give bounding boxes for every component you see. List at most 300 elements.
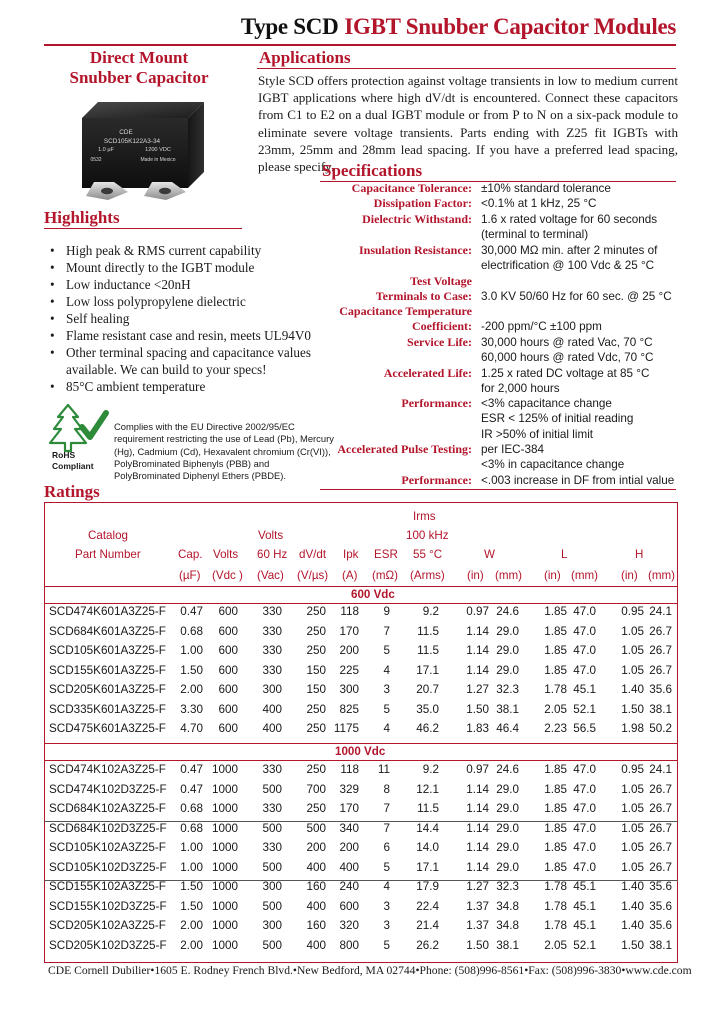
rating-cell: 1.37 bbox=[466, 919, 489, 932]
rating-cell: 21.4 bbox=[416, 919, 439, 932]
rating-cell: 500 bbox=[262, 860, 282, 874]
spec-value: 60,000 hours @ rated Vdc, 70 °C bbox=[481, 351, 654, 364]
spec-dielectric-withstand-cont bbox=[0, 227, 720, 242]
rating-cell: 170 bbox=[339, 802, 359, 815]
applications-rule bbox=[257, 68, 676, 69]
rating-cell: 47.0 bbox=[573, 841, 596, 854]
spec-label: Service Life: bbox=[407, 335, 472, 349]
rating-cell: 330 bbox=[262, 605, 282, 618]
rating-cell: 4 bbox=[383, 663, 390, 677]
rating-cell: 17.1 bbox=[416, 663, 439, 677]
spec-label: Performance: bbox=[401, 473, 472, 487]
rating-cell: 300 bbox=[339, 683, 359, 696]
rating-cell: 1.50 bbox=[180, 880, 203, 893]
rating-cell: 5 bbox=[383, 702, 390, 716]
rating-cell: 800 bbox=[339, 938, 359, 952]
rating-cell: 150 bbox=[306, 683, 326, 696]
rating-cell: 52.1 bbox=[573, 938, 596, 952]
spec-value: electrification @ 100 Vdc & 25 °C bbox=[481, 259, 655, 272]
highlight-item: • Self healing bbox=[48, 310, 328, 327]
header-rule bbox=[44, 44, 676, 46]
rating-cell: 45.1 bbox=[573, 683, 596, 696]
unit-h-in: (in) bbox=[621, 569, 638, 582]
spec-cap-temperature bbox=[0, 304, 720, 319]
rating-cell: 1.27 bbox=[466, 880, 489, 893]
highlight-item: • Low inductance <20nH bbox=[48, 276, 328, 293]
unit-h-mm: (mm) bbox=[648, 569, 676, 582]
rating-cell: 3 bbox=[383, 683, 390, 696]
spec-label: Accelerated Pulse Testing: bbox=[337, 442, 472, 456]
spec-label: Accelerated Life: bbox=[383, 366, 472, 380]
spec-test-voltage bbox=[0, 274, 720, 289]
rating-cell: 1.83 bbox=[466, 722, 489, 735]
part-number-cell: SCD205K102D3Z25-F bbox=[49, 938, 167, 952]
rating-cell: 26.7 bbox=[649, 841, 672, 854]
rating-cell: 1.05 bbox=[621, 663, 644, 677]
rating-cell: 1.05 bbox=[621, 841, 644, 854]
rating-cell: 400 bbox=[306, 860, 326, 874]
rating-cell: 0.95 bbox=[621, 763, 644, 776]
spec-value: <3% capacitance change bbox=[481, 397, 612, 410]
product-title-line2: Snubber Capacitor bbox=[69, 68, 209, 87]
rating-cell: 47.0 bbox=[573, 860, 596, 874]
cap-label-brand: CDE bbox=[119, 129, 133, 136]
spec-value: per IEC-384 bbox=[481, 443, 545, 456]
unit-w-mm: (mm) bbox=[495, 569, 523, 582]
part-number-cell: SCD335K601A3Z25-F bbox=[49, 702, 166, 716]
applications-title: Applications bbox=[259, 48, 351, 67]
rating-cell: 330 bbox=[262, 663, 282, 677]
rating-cell: 1.50 bbox=[621, 938, 644, 952]
rating-cell: 1.85 bbox=[544, 605, 567, 618]
highlight-item: • Other terminal spacing and capacitance values available. We can build to your specs! bbox=[48, 344, 328, 378]
header-60hz: 60 Hz bbox=[257, 548, 288, 561]
rating-cell: 600 bbox=[218, 722, 238, 735]
spec-service-life-cont bbox=[0, 350, 720, 365]
table-rule bbox=[44, 743, 678, 744]
rating-cell: 26.7 bbox=[649, 624, 672, 638]
unit-mohm: (mΩ) bbox=[372, 569, 399, 582]
spec-value: for 2,000 hours bbox=[481, 382, 560, 395]
rating-cell: 1.85 bbox=[544, 644, 567, 657]
rating-cell: 32.3 bbox=[496, 683, 519, 696]
rating-cell: 1.00 bbox=[180, 841, 203, 854]
spec-value: 30,000 MΩ min. after 2 minutes of bbox=[481, 244, 658, 257]
rating-cell: 4 bbox=[383, 722, 390, 735]
header-55c: 55 °C bbox=[413, 548, 443, 561]
specifications-bottom-rule bbox=[320, 489, 676, 490]
rating-cell: 47.0 bbox=[573, 605, 596, 618]
rating-cell: 5 bbox=[383, 938, 390, 952]
rating-cell: 600 bbox=[339, 899, 359, 913]
rating-cell: 1.05 bbox=[621, 860, 644, 874]
rating-cell: 1.05 bbox=[621, 782, 644, 796]
rating-cell: 3.30 bbox=[180, 702, 203, 716]
rating-cell: 1.85 bbox=[544, 841, 567, 854]
rating-cell: 500 bbox=[306, 821, 326, 835]
spec-value: <.003 increase in DF from intial value bbox=[481, 474, 675, 487]
unit-vus: (V/µs) bbox=[297, 569, 329, 582]
rating-cell: 4 bbox=[383, 880, 390, 893]
spec-value: 3.0 KV 50/60 Hz for 60 sec. @ 25 °C bbox=[481, 290, 672, 303]
spec-label: Coefficient: bbox=[412, 319, 472, 333]
rating-cell: 1.14 bbox=[466, 782, 489, 796]
rating-cell: 1.14 bbox=[466, 624, 489, 638]
rating-cell: 7 bbox=[383, 624, 390, 638]
spec-label: Dielectric Withstand: bbox=[362, 212, 472, 226]
rating-cell: 45.1 bbox=[573, 899, 596, 913]
rating-cell: 22.4 bbox=[416, 899, 439, 913]
rating-cell: 35.6 bbox=[649, 899, 672, 913]
spec-performance-cont bbox=[0, 427, 720, 442]
rating-cell: 400 bbox=[262, 702, 282, 716]
spec-terminals-to-case bbox=[0, 289, 720, 304]
spec-label: Capacitance Temperature bbox=[339, 304, 472, 318]
rating-cell: 11.5 bbox=[417, 802, 439, 815]
rating-cell: 2.05 bbox=[544, 702, 567, 716]
rating-cell: 300 bbox=[262, 919, 282, 932]
rating-cell: 250 bbox=[306, 624, 326, 638]
rating-cell: 20.7 bbox=[416, 683, 439, 696]
rating-cell: 45.1 bbox=[573, 919, 596, 932]
rating-cell: 1.50 bbox=[621, 702, 644, 716]
rating-cell: 26.7 bbox=[649, 644, 672, 657]
rating-cell: 35.6 bbox=[649, 683, 672, 696]
rating-cell: 329 bbox=[339, 782, 359, 796]
rating-cell: 46.2 bbox=[416, 722, 439, 735]
rating-cell: 38.1 bbox=[496, 702, 519, 716]
rating-cell: 1.14 bbox=[466, 644, 489, 657]
product-title-line1: Direct Mount bbox=[89, 48, 189, 67]
rating-cell: 1.85 bbox=[544, 821, 567, 835]
rating-cell: 34.8 bbox=[496, 919, 519, 932]
rating-cell: 500 bbox=[262, 938, 282, 952]
section-1000vdc: 1000 Vdc bbox=[335, 745, 386, 758]
part-number-cell: SCD155K601A3Z25-F bbox=[49, 663, 166, 677]
rating-cell: 1.85 bbox=[544, 663, 567, 677]
rating-cell: 118 bbox=[340, 605, 359, 618]
rating-cell: 600 bbox=[218, 702, 238, 716]
specifications-title: Specifications bbox=[322, 161, 423, 180]
rating-cell: 1.40 bbox=[621, 683, 644, 696]
rating-cell: 1.40 bbox=[621, 899, 644, 913]
rating-cell: 0.68 bbox=[180, 802, 203, 815]
rating-cell: 1.85 bbox=[544, 802, 567, 815]
rating-cell: 1000 bbox=[211, 860, 238, 874]
rating-cell: 0.47 bbox=[180, 763, 203, 776]
rating-cell: 24.6 bbox=[496, 763, 519, 776]
highlight-item: • High peak & RMS current capability bbox=[48, 242, 328, 259]
footer-contact: CDE Cornell Dubilier•1605 E. Rodney French Blvd.•New Bedford, MA 02744•Phone: (508)996-8561•Fax: (508)996-3830•www.cde.com bbox=[48, 964, 692, 977]
rating-cell: 300 bbox=[262, 880, 282, 893]
rating-cell: 7 bbox=[383, 821, 390, 835]
unit-vdc: (Vdc ) bbox=[212, 569, 243, 582]
spec-label: Capacitance Tolerance: bbox=[351, 181, 472, 195]
rating-cell: 52.1 bbox=[573, 702, 596, 716]
part-number-cell: SCD205K601A3Z25-F bbox=[49, 683, 166, 696]
rating-cell: 0.97 bbox=[466, 605, 489, 618]
rating-cell: 2.00 bbox=[180, 683, 203, 696]
rating-cell: 29.0 bbox=[496, 782, 519, 796]
rating-cell: 3 bbox=[383, 899, 390, 913]
spec-value: IR >50% of initial limit bbox=[481, 428, 594, 441]
rating-cell: 500 bbox=[262, 899, 282, 913]
spec-value: <3% in capacitance change bbox=[481, 458, 625, 471]
rating-cell: 29.0 bbox=[496, 841, 519, 854]
rating-cell: 1.98 bbox=[621, 722, 644, 735]
spec-insulation-resistance-cont bbox=[0, 258, 720, 273]
rating-cell: 0.47 bbox=[180, 782, 203, 796]
rating-cell: 29.0 bbox=[496, 821, 519, 835]
rating-cell: 26.2 bbox=[416, 938, 439, 952]
highlights-title: Highlights bbox=[44, 208, 120, 227]
rating-cell: 400 bbox=[339, 860, 359, 874]
part-number-cell: SCD155K102A3Z25-F bbox=[49, 880, 166, 893]
spec-insulation-resistance bbox=[0, 243, 720, 258]
spec-value: (terminal to terminal) bbox=[481, 228, 589, 241]
page-header bbox=[0, 14, 676, 40]
rating-cell: 6 bbox=[383, 841, 390, 854]
rating-cell: 1.85 bbox=[544, 782, 567, 796]
spec-capacitance-tolerance bbox=[0, 181, 720, 196]
rating-cell: 26.7 bbox=[649, 802, 672, 815]
rating-cell: 11 bbox=[377, 763, 390, 776]
capacitor-front bbox=[82, 118, 188, 188]
rating-cell: 600 bbox=[218, 683, 238, 696]
rating-cell: 1.85 bbox=[544, 763, 567, 776]
rohs-statement: Complies with the EU Directive 2002/95/EC requirement restricting the use of Lead (Pb), Mercury (Hg), Cadmium (Cd), Hexavalent chromium (Cr(VI)), PolyBrominated Biphenyls (PBB) and PolyBrominated Diphenyl Ethers (PBDE). bbox=[114, 421, 334, 482]
unit-w-in: (in) bbox=[467, 569, 484, 582]
rating-cell: 150 bbox=[306, 663, 326, 677]
rating-cell: 24.1 bbox=[649, 605, 672, 618]
type-label: Type SCD bbox=[240, 14, 339, 39]
spec-value: 1.25 x rated DC voltage at 85 °C bbox=[481, 367, 650, 380]
rating-cell: 9 bbox=[383, 605, 390, 618]
rating-cell: 500 bbox=[262, 782, 282, 796]
unit-l-mm: (mm) bbox=[571, 569, 599, 582]
spec-value: ESR < 125% of initial reading bbox=[481, 412, 634, 425]
highlight-item: • Flame resistant case and resin, meets UL94V0 bbox=[48, 327, 328, 344]
rating-cell: 26.7 bbox=[649, 663, 672, 677]
part-number-cell: SCD684K102D3Z25-F bbox=[49, 821, 167, 835]
cap-label-code: 0532 bbox=[90, 157, 102, 163]
rating-cell: 225 bbox=[339, 663, 359, 677]
rating-cell: 1.14 bbox=[466, 860, 489, 874]
rating-cell: 1.85 bbox=[544, 624, 567, 638]
rating-cell: 35.6 bbox=[649, 919, 672, 932]
rating-cell: 56.5 bbox=[573, 722, 596, 735]
header-cap: Cap. bbox=[178, 548, 203, 561]
cap-label-part: SCD105K122A3-34 bbox=[103, 138, 161, 145]
header-catalog: Catalog bbox=[88, 529, 128, 542]
rating-cell: 1000 bbox=[211, 899, 238, 913]
rating-cell: 2.23 bbox=[544, 722, 567, 735]
rating-cell: 200 bbox=[339, 644, 359, 657]
rating-cell: 26.7 bbox=[649, 821, 672, 835]
header-h: H bbox=[635, 548, 644, 561]
rating-cell: 32.3 bbox=[496, 880, 519, 893]
rating-cell: 38.1 bbox=[496, 938, 519, 952]
rating-cell: 1.40 bbox=[621, 880, 644, 893]
rating-cell: 250 bbox=[306, 722, 326, 735]
spec-performance-2 bbox=[0, 473, 720, 488]
rating-cell: 47.0 bbox=[573, 663, 596, 677]
spec-performance-cont bbox=[0, 411, 720, 426]
rating-cell: 600 bbox=[218, 663, 238, 677]
rating-cell: 170 bbox=[339, 624, 359, 638]
unit-uf: (µF) bbox=[179, 569, 201, 582]
cap-label-cap: 1.0 µF bbox=[98, 147, 114, 153]
rating-cell: 5 bbox=[383, 860, 390, 874]
rating-cell: 1.37 bbox=[466, 899, 489, 913]
part-number-cell: SCD105K601A3Z25-F bbox=[49, 644, 166, 657]
rating-cell: 0.97 bbox=[466, 763, 489, 776]
rating-cell: 38.1 bbox=[649, 702, 672, 716]
table-rule bbox=[44, 586, 678, 587]
rating-cell: 250 bbox=[306, 702, 326, 716]
section-600vdc: 600 Vdc bbox=[351, 588, 395, 601]
rating-cell: 1.00 bbox=[180, 644, 203, 657]
rating-cell: 1000 bbox=[211, 763, 238, 776]
rating-cell: 1.00 bbox=[180, 860, 203, 874]
rating-cell: 250 bbox=[306, 644, 326, 657]
rating-cell: 2.00 bbox=[180, 938, 203, 952]
rating-cell: 17.9 bbox=[416, 880, 439, 893]
rating-cell: 1.05 bbox=[621, 821, 644, 835]
rating-cell: 1.50 bbox=[180, 663, 203, 677]
rohs-logo-text: RoHS bbox=[52, 450, 76, 460]
rating-cell: 300 bbox=[262, 683, 282, 696]
rating-cell: 160 bbox=[306, 919, 326, 932]
rating-cell: 29.0 bbox=[496, 802, 519, 815]
rohs-logo-compliant: Compliant bbox=[52, 461, 94, 471]
rating-cell: 1000 bbox=[211, 919, 238, 932]
rating-cell: 1.78 bbox=[544, 919, 567, 932]
rating-cell: 0.95 bbox=[621, 605, 644, 618]
rating-cell: 3 bbox=[383, 919, 390, 932]
rating-cell: 1.50 bbox=[180, 899, 203, 913]
rating-cell: 1.78 bbox=[544, 899, 567, 913]
part-number-cell: SCD105K102A3Z25-F bbox=[49, 841, 166, 854]
rating-cell: 1175 bbox=[333, 722, 359, 735]
part-number-cell: SCD155K102D3Z25-F bbox=[49, 899, 167, 913]
unit-vac: (Vac) bbox=[257, 569, 284, 582]
rating-cell: 600 bbox=[218, 605, 238, 618]
rating-cell: 825 bbox=[339, 702, 359, 716]
spec-label: Dissipation Factor: bbox=[373, 196, 472, 210]
rating-cell: 1.78 bbox=[544, 880, 567, 893]
rating-cell: 600 bbox=[218, 644, 238, 657]
rating-cell: 35.0 bbox=[416, 702, 439, 716]
rating-cell: 1000 bbox=[211, 782, 238, 796]
rating-cell: 1.50 bbox=[466, 702, 489, 716]
header-l: L bbox=[561, 548, 568, 561]
rating-cell: 47.0 bbox=[573, 802, 596, 815]
rating-cell: 1.85 bbox=[544, 860, 567, 874]
rating-cell: 47.0 bbox=[573, 624, 596, 638]
rating-cell: 1000 bbox=[211, 802, 238, 815]
rating-cell: 330 bbox=[262, 841, 282, 854]
table-rule bbox=[44, 603, 678, 604]
header-dvdt: dV/dt bbox=[299, 548, 327, 561]
rating-cell: 330 bbox=[262, 644, 282, 657]
rating-cell: 50.2 bbox=[649, 722, 672, 735]
spec-performance bbox=[0, 396, 720, 411]
rating-cell: 34.8 bbox=[496, 899, 519, 913]
rating-cell: 14.0 bbox=[416, 841, 439, 854]
rating-cell: 24.1 bbox=[649, 763, 672, 776]
rating-cell: 47.0 bbox=[573, 763, 596, 776]
rating-cell: 320 bbox=[339, 919, 359, 932]
rating-cell: 12.1 bbox=[416, 782, 439, 796]
rating-cell: 118 bbox=[340, 763, 359, 776]
part-number-cell: SCD684K601A3Z25-F bbox=[49, 624, 166, 638]
rating-cell: 160 bbox=[306, 880, 326, 893]
rating-cell: 500 bbox=[262, 821, 282, 835]
header-w: W bbox=[484, 548, 495, 561]
spec-value: ±10% standard tolerance bbox=[481, 182, 611, 195]
header-ipk: Ipk bbox=[343, 548, 359, 561]
page-title: IGBT Snubber Capacitor Modules bbox=[344, 14, 676, 39]
rating-cell: 250 bbox=[306, 802, 326, 815]
rating-cell: 4.70 bbox=[180, 722, 203, 735]
rating-cell: 47.0 bbox=[573, 821, 596, 835]
part-number-cell: SCD474K102D3Z25-F bbox=[49, 782, 167, 796]
cap-label-volt: 1200 VDC bbox=[145, 147, 171, 153]
rating-cell: 11.5 bbox=[417, 644, 439, 657]
spec-accelerated-pulse bbox=[0, 442, 720, 457]
rating-cell: 330 bbox=[262, 624, 282, 638]
rating-cell: 400 bbox=[306, 938, 326, 952]
rating-cell: 17.1 bbox=[416, 860, 439, 874]
rating-cell: 1.05 bbox=[621, 644, 644, 657]
spec-value: -200 ppm/°C ±100 ppm bbox=[481, 320, 602, 333]
rating-cell: 38.1 bbox=[649, 938, 672, 952]
rating-cell: 330 bbox=[262, 763, 282, 776]
rating-cell: 2.05 bbox=[544, 938, 567, 952]
rating-cell: 29.0 bbox=[496, 644, 519, 657]
unit-arms: (Arms) bbox=[410, 569, 445, 582]
rating-cell: 47.0 bbox=[573, 782, 596, 796]
rating-cell: 29.0 bbox=[496, 624, 519, 638]
rating-cell: 5 bbox=[383, 644, 390, 657]
rating-cell: 400 bbox=[262, 722, 282, 735]
rating-cell: 1000 bbox=[211, 880, 238, 893]
rating-cell: 1000 bbox=[211, 841, 238, 854]
rating-cell: 1.14 bbox=[466, 821, 489, 835]
spec-service-life bbox=[0, 335, 720, 350]
rating-cell: 1.14 bbox=[466, 802, 489, 815]
rating-cell: 26.7 bbox=[649, 782, 672, 796]
rating-cell: 1.05 bbox=[621, 802, 644, 815]
rating-cell: 200 bbox=[306, 841, 326, 854]
spec-label: Terminals to Case: bbox=[375, 289, 472, 303]
spec-value: 30,000 hours @ rated Vac, 70 °C bbox=[481, 336, 653, 349]
spec-value: 1.6 x rated voltage for 60 seconds bbox=[481, 213, 658, 226]
part-number-cell: SCD684K102A3Z25-F bbox=[49, 802, 166, 815]
rating-cell: 11.5 bbox=[417, 624, 439, 638]
highlight-item: • Low loss polypropylene dielectric bbox=[48, 293, 328, 310]
part-number-cell: SCD205K102A3Z25-F bbox=[49, 919, 166, 932]
rating-cell: 0.68 bbox=[180, 821, 203, 835]
part-number-cell: SCD474K601A3Z25-F bbox=[49, 605, 166, 618]
rating-cell: 29.0 bbox=[496, 860, 519, 874]
header-volts: Volts bbox=[258, 529, 284, 542]
part-number-cell: SCD105K102D3Z25-F bbox=[49, 860, 167, 874]
rating-cell: 47.0 bbox=[573, 644, 596, 657]
header-part-number: Part Number bbox=[75, 548, 141, 561]
spec-dissipation-factor bbox=[0, 196, 720, 211]
